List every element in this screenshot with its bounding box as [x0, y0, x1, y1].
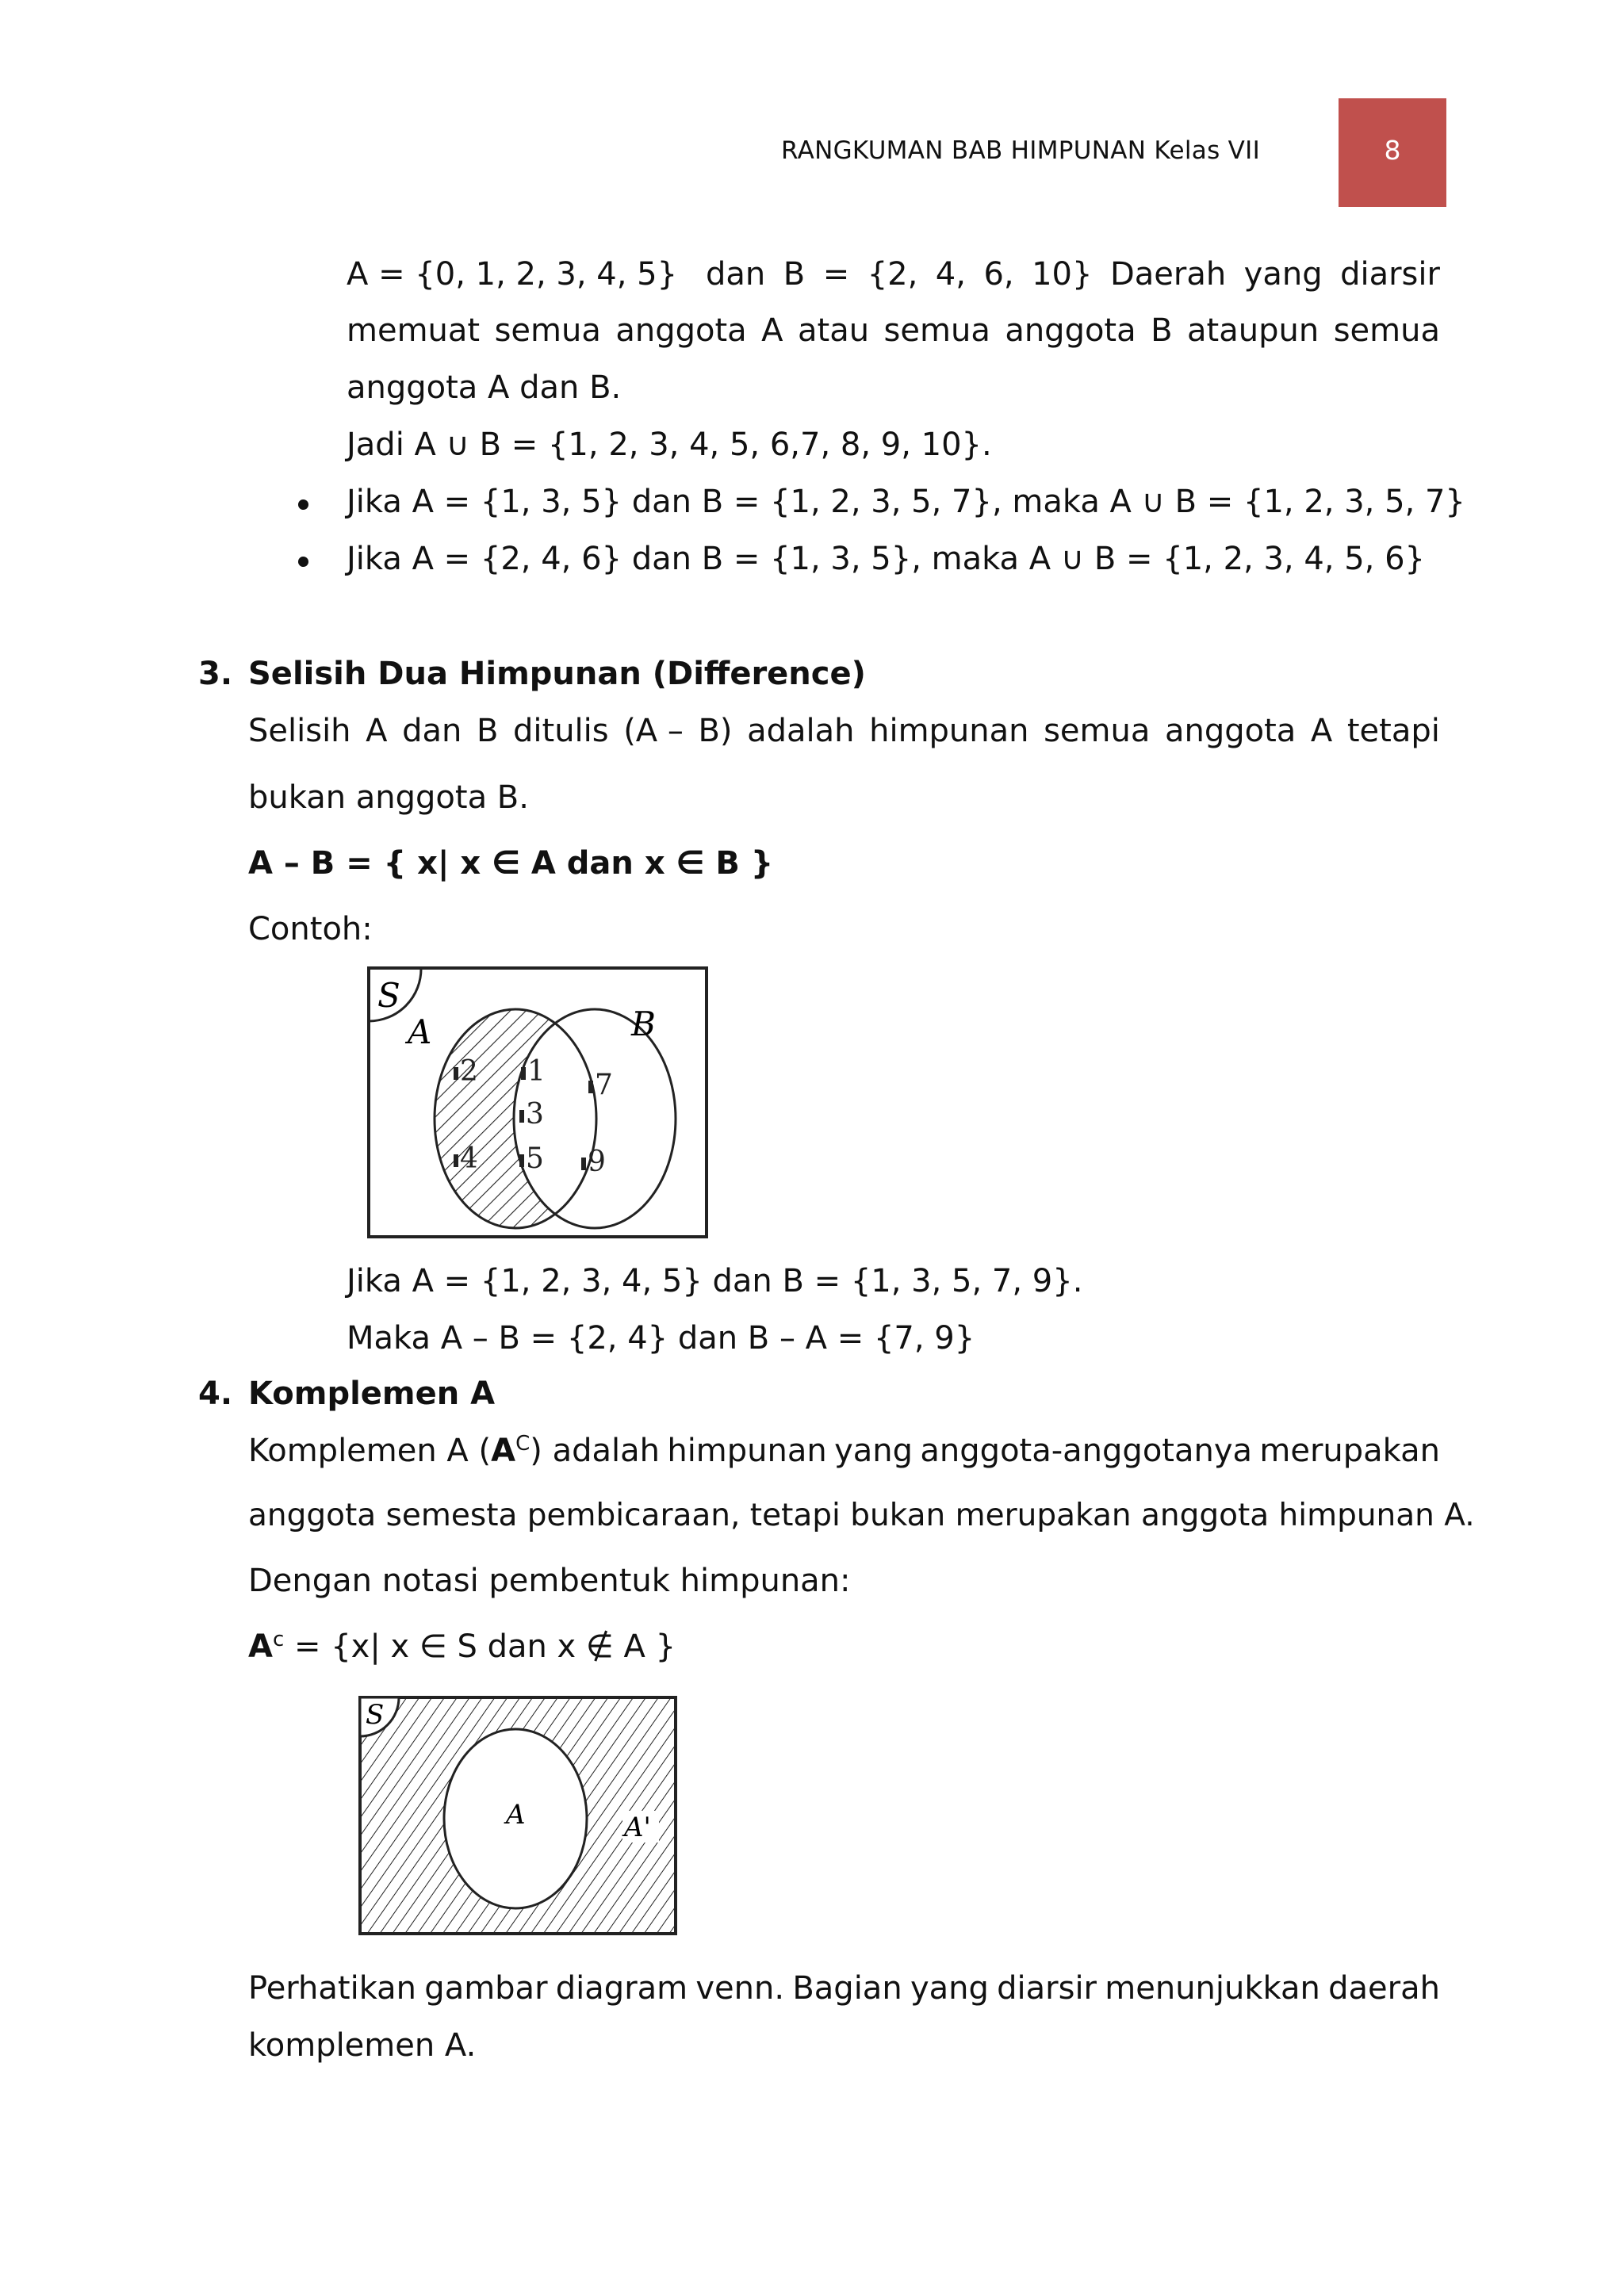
- word: yang: [1243, 256, 1323, 293]
- complement-label: A': [624, 1812, 651, 1843]
- word: 4,: [935, 256, 966, 293]
- word: venn.: [695, 1970, 785, 2007]
- word: anggota-anggotanya: [920, 1433, 1253, 1469]
- union-line1-right: [706, 255, 1440, 293]
- word: Bagian: [792, 1970, 902, 2007]
- page-number: 8: [1384, 135, 1401, 166]
- section3-def-line2: bukan anggota B.: [248, 779, 529, 816]
- universe-label: S: [366, 1699, 385, 1731]
- section3-example-line1: Jika A = {1, 2, 3, 4, 5} dan B = {1, 3, 5, 7, 9}.: [347, 1263, 1083, 1299]
- word: himpunan: [667, 1433, 827, 1469]
- word: Daerah: [1109, 256, 1227, 293]
- element-dot: [519, 1154, 524, 1167]
- word: {2,: [867, 256, 918, 293]
- word: gambar: [424, 1970, 548, 2007]
- word: semua: [1044, 713, 1151, 749]
- section4-def-line3: Dengan notasi pembentuk himpunan:: [248, 1563, 851, 1599]
- section3-example-line2: Maka A – B = {2, 4} dan B – A = {7, 9}: [347, 1320, 975, 1357]
- union-line3: anggota A dan B.: [347, 369, 622, 406]
- universe-label: S: [377, 976, 400, 1015]
- bullet-item: Jika A = {1, 3, 5} dan B = {1, 2, 3, 5, 7}, maka A ∪ B = {1, 2, 3, 5, 7}: [347, 484, 1465, 520]
- bullet-icon: [298, 499, 308, 510]
- word: yang: [834, 1433, 914, 1469]
- word: Selisih: [248, 713, 351, 749]
- complement-symbol: A: [491, 1433, 516, 1469]
- union-line2: [347, 312, 1440, 350]
- element-dot: [521, 1067, 526, 1080]
- element-dot: [581, 1158, 586, 1170]
- section4-number: 4.: [198, 1376, 233, 1412]
- word: B: [783, 256, 806, 293]
- formula-symbol: A: [248, 1628, 273, 1665]
- element-dot: [454, 1067, 458, 1080]
- element-b-only: 9: [588, 1146, 606, 1178]
- word: memuat: [347, 312, 481, 349]
- word: Perhatikan: [248, 1970, 417, 2007]
- word: diagram: [555, 1970, 688, 2007]
- difference-venn-diagram: [366, 966, 709, 1239]
- union-set-a: A = {0, 1, 2, 3, 4, 5}: [347, 256, 678, 293]
- word: B: [476, 713, 499, 749]
- word: ataupun: [1187, 312, 1320, 349]
- word: anggota: [1164, 713, 1297, 749]
- komplemen-start: [248, 1432, 660, 1470]
- bullet-item: Jika A = {2, 4, 6} dan B = {1, 3, 5}, maka A ∪ B = {1, 2, 3, 4, 5, 6}: [347, 541, 1425, 577]
- word: yang: [910, 1970, 989, 2007]
- word: tetapi: [1346, 713, 1440, 749]
- section4-note-line1: [248, 1969, 1440, 2007]
- section3-title: Selisih Dua Himpunan (Difference): [248, 656, 866, 692]
- word: menunjukkan: [1105, 1970, 1320, 2007]
- word: merupakan: [1259, 1433, 1440, 1469]
- complement-superscript: C: [515, 1432, 530, 1456]
- section4-title: Komplemen A: [248, 1376, 496, 1412]
- word: Komplemen A (: [248, 1433, 492, 1469]
- section3-def-line1: [248, 712, 1440, 750]
- word: diarsir: [997, 1970, 1097, 2007]
- word: anggota: [615, 312, 747, 349]
- element-a-only: 2: [460, 1055, 478, 1088]
- element-dot: [588, 1081, 593, 1093]
- complement-venn-diagram: [358, 1695, 678, 1936]
- word: daerah: [1328, 1970, 1440, 2007]
- word: semua: [883, 312, 990, 349]
- section4-def-line1: [248, 1432, 1440, 1470]
- section3-number: 3.: [198, 656, 233, 692]
- word: ) adalah: [530, 1433, 660, 1469]
- formula-rest: = {x| x ∈ S dan x ∉ A }: [284, 1628, 676, 1665]
- word: A: [761, 312, 783, 349]
- set-b-label: B: [631, 1004, 656, 1043]
- word: ditulis: [513, 713, 609, 749]
- word: semua: [1333, 312, 1440, 349]
- word: dan: [706, 256, 766, 293]
- element-dot: [519, 1110, 524, 1123]
- set-a-label: A: [506, 1799, 526, 1831]
- word: atau: [798, 312, 870, 349]
- word: dan: [402, 713, 462, 749]
- word: adalah: [747, 713, 855, 749]
- element-a-only: 4: [460, 1142, 478, 1175]
- word: 6,: [983, 256, 1014, 293]
- page-number-badge: [1339, 98, 1446, 207]
- word: A: [366, 713, 388, 749]
- word: diarsir: [1340, 256, 1440, 293]
- formula-superscript: c: [272, 1628, 285, 1651]
- element-intersection: 3: [526, 1098, 544, 1131]
- section3-formula: A – B = { x| x ∈ A dan x ∈ B }: [248, 845, 774, 882]
- element-intersection: 1: [527, 1055, 546, 1088]
- bullet-icon: [298, 557, 308, 567]
- section4-def-line2: anggota semesta pembicaraan, tetapi bukan merupakan anggota himpunan A.: [248, 1498, 1475, 1533]
- word: semua: [494, 312, 601, 349]
- word: 10}: [1032, 256, 1093, 293]
- section4-formula: [248, 1628, 676, 1666]
- word: (A –: [623, 713, 684, 749]
- word: himpunan: [869, 713, 1029, 749]
- union-result: Jadi A ∪ B = {1, 2, 3, 4, 5, 6,7, 8, 9, 10}.: [347, 427, 992, 463]
- word: =: [822, 256, 850, 293]
- set-a-label: A: [408, 1012, 432, 1051]
- element-intersection: 5: [526, 1142, 544, 1175]
- word: B): [698, 713, 733, 749]
- word: A: [1310, 713, 1333, 749]
- word: B: [1151, 312, 1173, 349]
- element-b-only: 7: [595, 1069, 613, 1101]
- element-dot: [454, 1154, 458, 1167]
- section4-note-line2: komplemen A.: [248, 2027, 477, 2064]
- word: anggota: [1005, 312, 1136, 349]
- example-label: Contoh:: [248, 911, 373, 947]
- header-title: RANGKUMAN BAB HIMPUNAN Kelas VII: [781, 136, 1261, 165]
